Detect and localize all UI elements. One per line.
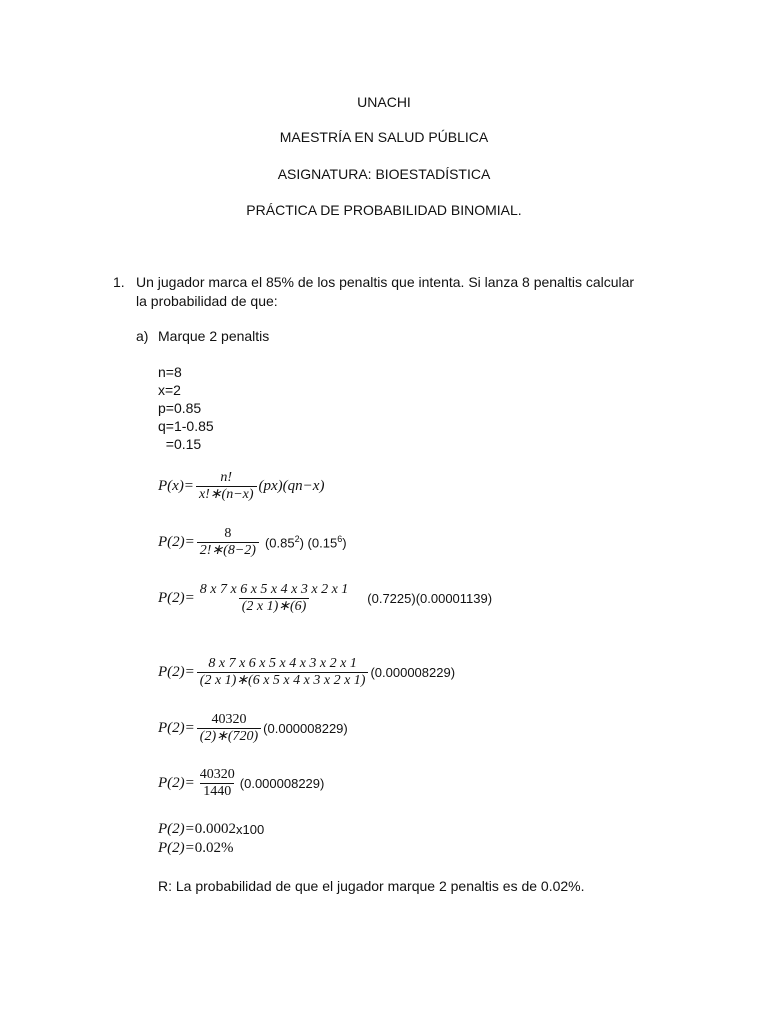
step5-lhs: P(2)= bbox=[158, 775, 195, 791]
step4-numerator: 40320 bbox=[211, 712, 247, 727]
step1-rhs: (0.85$^2$) (0.15$^6$) bbox=[264, 534, 347, 551]
program-title: MAESTRÍA EN SALUD PÚBLICA bbox=[279, 129, 489, 145]
step4-lhs: P(2)= bbox=[158, 720, 195, 736]
step3-lhs: P(2)= bbox=[158, 664, 195, 680]
step7-lhs: P(2)= bbox=[158, 840, 195, 856]
step5-numerator: 40320 bbox=[199, 767, 235, 782]
given-n: n=8 bbox=[158, 364, 182, 380]
institution-title: UNACHI bbox=[357, 94, 411, 110]
practice-title: PRÁCTICA DE PROBABILIDAD BINOMIAL. bbox=[246, 202, 522, 218]
step3-denominator: (2 x 1)∗(6 x 5 x 4 x 3 x 2 x 1) bbox=[197, 672, 369, 689]
step5-denominator: 1440 bbox=[200, 783, 234, 800]
step3-equation bbox=[158, 656, 455, 689]
binomial-formula bbox=[158, 470, 324, 503]
step6-lhs: P(2)= bbox=[158, 821, 195, 837]
step3-rhs: (0.000008229) bbox=[370, 665, 456, 680]
problem-number: 1. bbox=[113, 274, 125, 290]
step6-suffix: x100 bbox=[236, 822, 265, 837]
step2-equation bbox=[158, 582, 492, 615]
subject-title: ASIGNATURA: BIOESTADÍSTICA bbox=[277, 166, 491, 182]
step4-denominator: (2)∗(720) bbox=[197, 728, 261, 745]
step4-fraction bbox=[197, 712, 261, 745]
step1-denominator: 2!∗(8−2) bbox=[197, 542, 259, 559]
step1-fraction bbox=[197, 526, 259, 559]
formula-rhs: (px)(qn−x) bbox=[258, 478, 325, 494]
step5-fraction bbox=[197, 767, 238, 800]
step3-fraction bbox=[197, 656, 369, 689]
given-q-value: =0.15 bbox=[158, 436, 202, 452]
step1-lhs: P(2)= bbox=[158, 534, 195, 550]
given-q: q=1-0.85 bbox=[158, 418, 214, 434]
step2-numerator: 8 x 7 x 6 x 5 x 4 x 3 x 2 x 1 bbox=[199, 582, 349, 597]
step2-fraction bbox=[197, 582, 352, 615]
step6-value: 0.0002 bbox=[194, 821, 237, 837]
given-p: p=0.85 bbox=[158, 400, 202, 416]
step4-equation bbox=[158, 712, 348, 745]
step1-equation bbox=[158, 526, 347, 559]
formula-numerator: n! bbox=[220, 470, 233, 485]
step7-value: 0.02% bbox=[194, 840, 234, 856]
formula-lhs: P(x)= bbox=[158, 478, 194, 494]
problem-statement-line2: la probabilidad de que: bbox=[136, 293, 278, 309]
problem-statement-line1: Un jugador marca el 85% de los penaltis que intenta. Si lanza 8 penaltis calcular bbox=[136, 274, 635, 290]
step3-numerator: 8 x 7 x 6 x 5 x 4 x 3 x 2 x 1 bbox=[208, 656, 357, 671]
formula-fraction bbox=[196, 470, 257, 503]
formula-denominator: x!∗(n−x) bbox=[196, 486, 257, 503]
step1-numerator: 8 bbox=[224, 526, 232, 541]
step2-denominator: (2 x 1)∗(6) bbox=[239, 598, 310, 615]
step4-rhs: (0.000008229) bbox=[263, 721, 348, 736]
part-letter: a) bbox=[136, 328, 149, 344]
step6-equation bbox=[158, 821, 264, 838]
given-x: x=2 bbox=[158, 382, 181, 398]
step5-equation bbox=[158, 767, 324, 800]
step7-equation bbox=[158, 840, 234, 857]
answer-text: R: La probabilidad de que el jugador marque 2 penaltis es de 0.02%. bbox=[158, 878, 585, 894]
step5-rhs: (0.000008229) bbox=[239, 776, 325, 791]
step2-lhs: P(2)= bbox=[158, 590, 195, 606]
step2-rhs: (0.7225)(0.00001139) bbox=[367, 591, 493, 606]
part-text: Marque 2 penaltis bbox=[158, 328, 270, 344]
